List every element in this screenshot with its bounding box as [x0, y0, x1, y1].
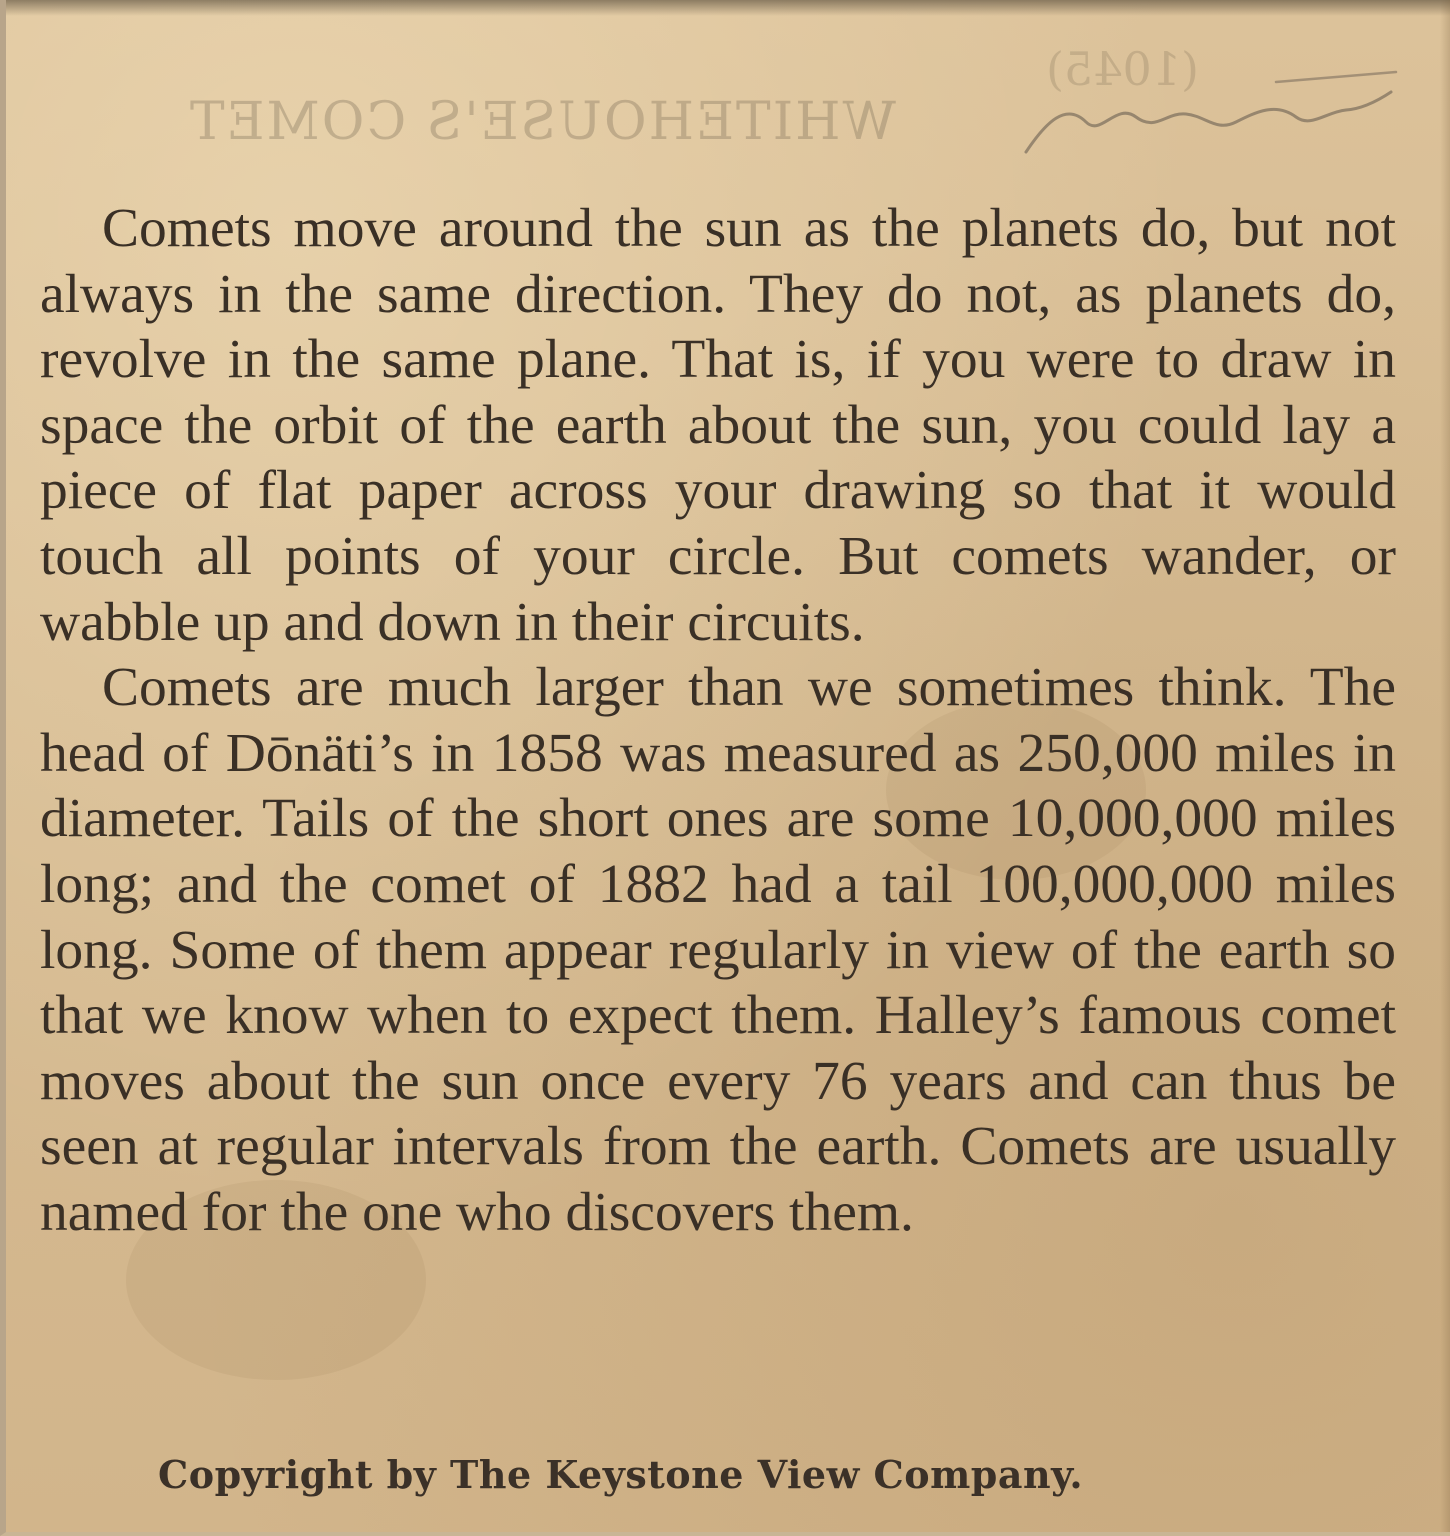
pencil-handwritten-note: [1006, 62, 1406, 182]
right-edge-shading: [1440, 0, 1450, 1536]
paragraph-orbits: Comets move around the sun as the planets do, but not always in the same direction. They do not, as planets do, revolve in the same plane. That is, if you were to draw in space the orbit of the earth about the sun, you could lay a piece of flat paper across your drawing so that it would touch all points of your circle. But comets wander, or wabble up and down in their circuits.: [40, 198, 1396, 653]
article-text: [40, 196, 1396, 1246]
copyright-line: Copyright by The Keystone View Company.: [158, 1452, 1084, 1497]
ghost-card-number: (1045): [1046, 42, 1199, 96]
top-edge-shadow: [6, 0, 1450, 16]
paragraph-sizes: Comets are much larger than we sometimes think. The head of Dōnäti’s in 1858 was measured as 250,000 miles in diameter. Tails of the short ones are some 10,000,000 miles long; and the comet of 1882 had a tail 100,000,000 miles long. Some of them appear regularly in view of the earth so that we know when to expect them. Halley’s famous comet moves about the sun once every 76 years and can thus be seen at regular intervals from the earth. Comets are usually named for the one who discovers them.: [40, 657, 1396, 1243]
ghost-card-title: WHITEHOUSE'S COMET: [187, 92, 896, 152]
